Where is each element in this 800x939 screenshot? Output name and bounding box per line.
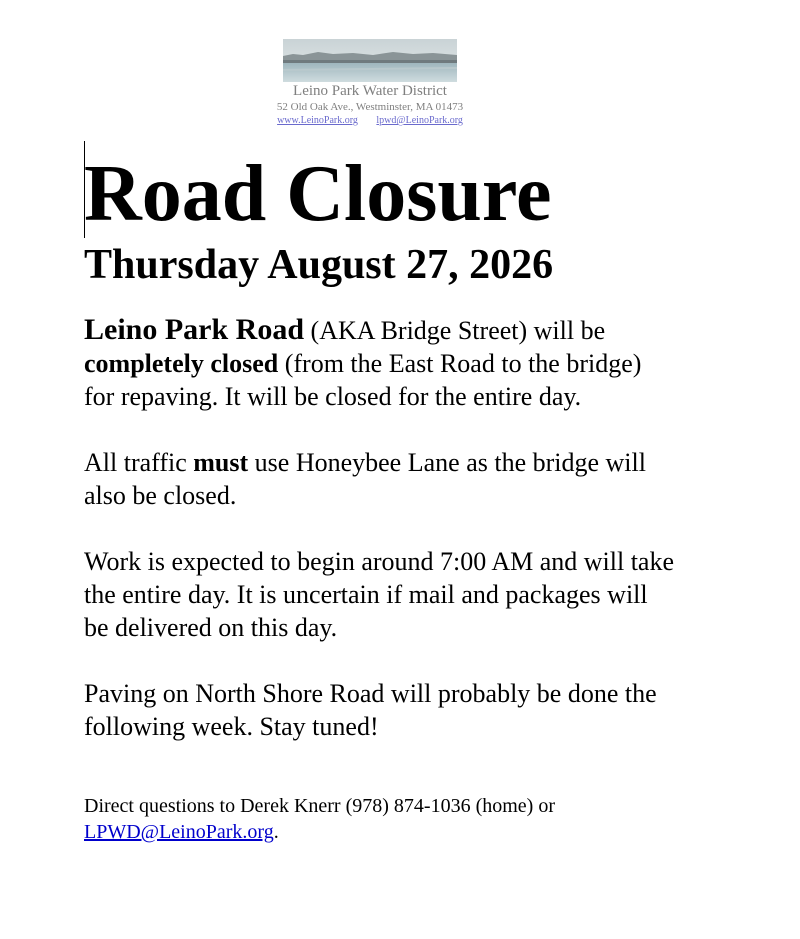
detour-emphasis: must [193,448,249,477]
paragraph-schedule: Work is expected to begin around 7:00 AM and will take the entire day. It is uncertain if mail and packages will be delivered on this day. [84,547,675,642]
org-address: 52 Old Oak Ave., Westminster, MA 01473 [276,101,464,113]
contact-end: . [273,821,279,843]
letterhead [0,39,740,127]
contact-line [84,793,684,845]
lake-photo-logo [283,39,457,82]
notice-title: Road Closure [84,150,552,238]
contact-email-link[interactable]: LPWD@LeinoPark.org [84,821,274,843]
org-name: Leino Park Water District [293,83,447,99]
paragraph-closure [84,313,674,413]
org-links [0,114,740,127]
road-name: Leino Park Road [84,313,305,346]
closure-text-2: (from the East Road to the bridge) for repaving. It will be closed for the entire day. [84,349,642,411]
paragraph-detour [84,446,674,512]
website-link[interactable]: www.LeinoPark.org [277,115,358,126]
notice-date: Thursday August 27, 2026 [84,242,554,288]
email-link[interactable]: lpwd@LeinoPark.org [376,115,463,126]
closure-text-1: (AKA Bridge Street) will be [304,316,606,345]
notice-body [84,313,674,743]
detour-text-2: use Honeybee Lane as the bridge will also be closed. [84,448,646,510]
detour-text-1: All traffic [84,448,194,477]
contact-text: Direct questions to Derek Knerr (978) 874-1036 (home) or [84,795,555,817]
paragraph-next-week: Paving on North Shore Road will probably be done the following week. Stay tuned! [84,679,657,741]
closure-emphasis: completely closed [84,349,279,378]
